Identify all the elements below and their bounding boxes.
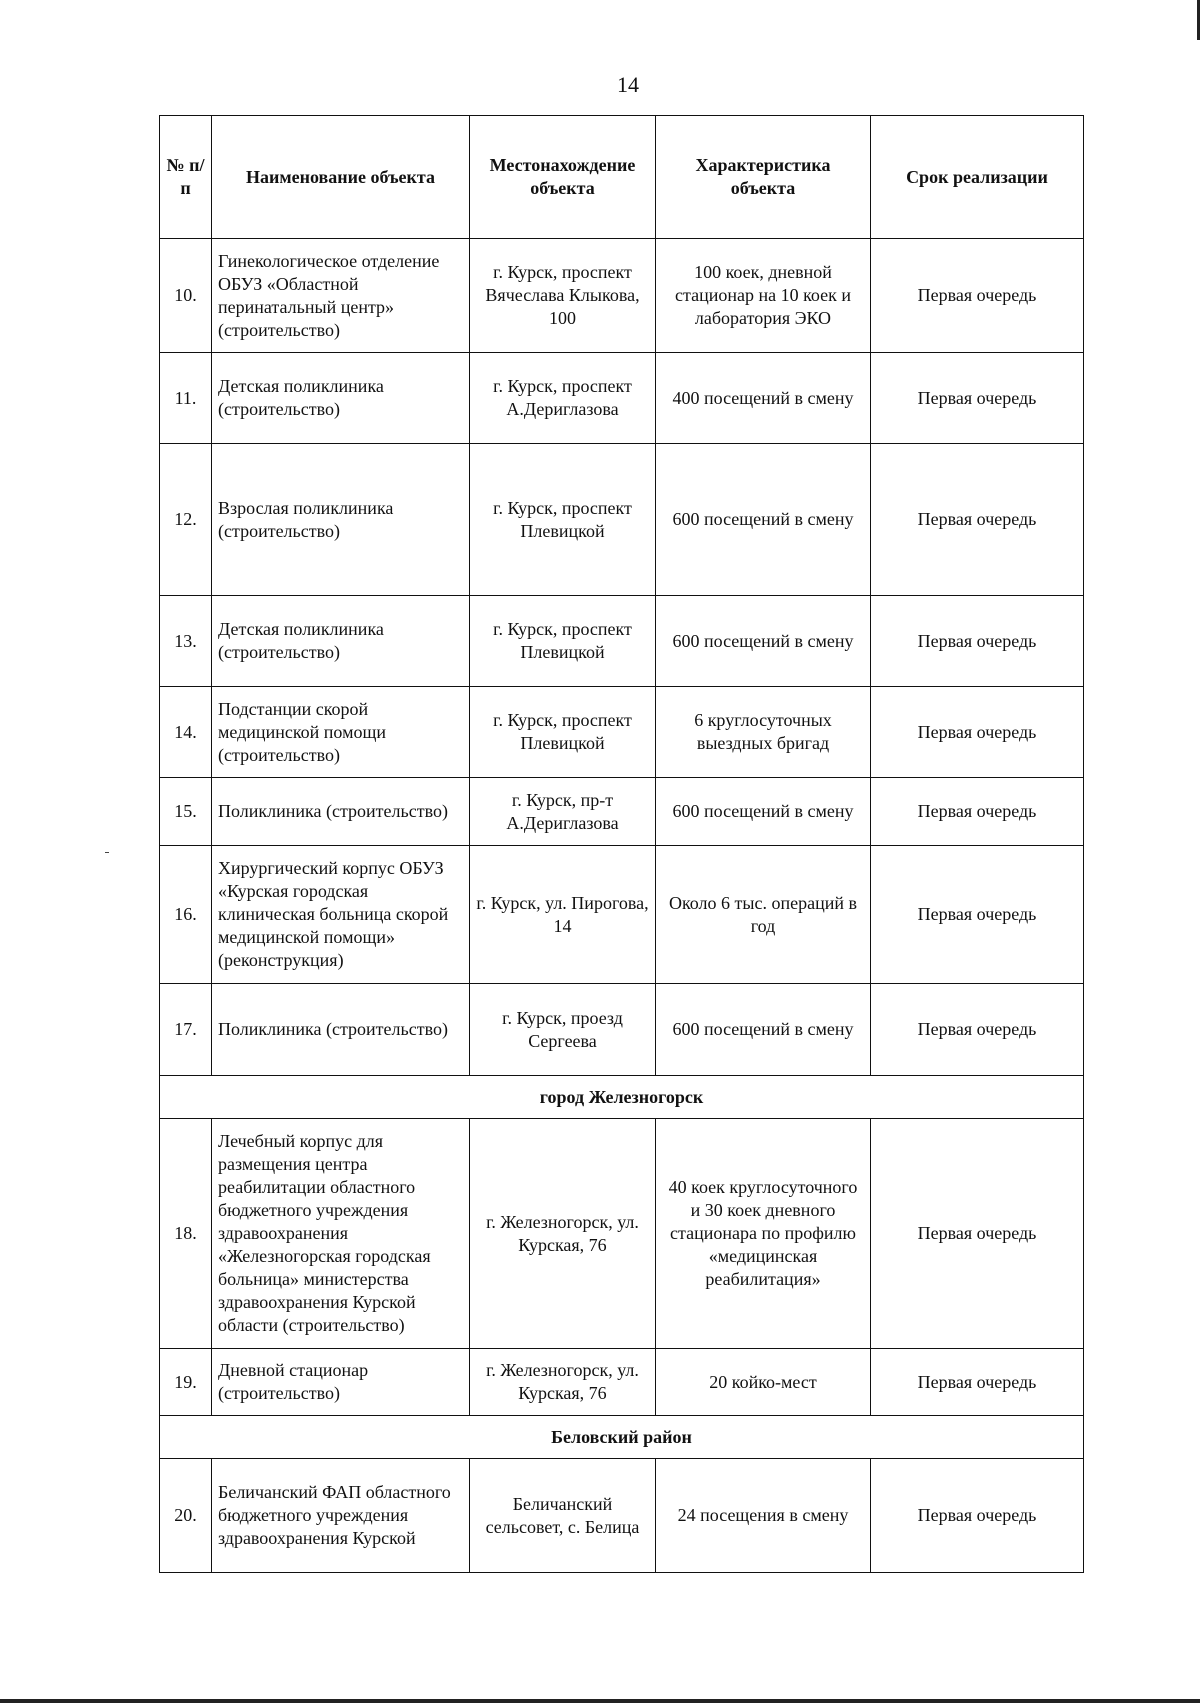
object-location: г. Железногорск, ул. Курская, 76 bbox=[470, 1119, 656, 1349]
row-number: 16. bbox=[160, 846, 212, 984]
object-characteristic: 24 посещения в смену bbox=[656, 1459, 871, 1573]
object-characteristic: 600 посещений в смену bbox=[656, 444, 871, 596]
table-row bbox=[160, 1119, 1084, 1349]
object-characteristic: 100 коек, дневной стационар на 10 коек и лаборатория ЭКО bbox=[656, 239, 871, 353]
row-number: 15. bbox=[160, 778, 212, 846]
object-term: Первая очередь bbox=[871, 239, 1084, 353]
section-row bbox=[160, 1076, 1084, 1119]
section-title: город Железногорск bbox=[160, 1076, 1084, 1119]
section-row bbox=[160, 1416, 1084, 1459]
object-name: Лечебный корпус для размещения центра реабилитации областного бюджетного учреждения здравоохранения «Железногорская городская больница» министерства здравоохранения Курской области (строительство) bbox=[212, 1119, 470, 1349]
object-location: г. Курск, проезд Сергеева bbox=[470, 984, 656, 1076]
row-number: 11. bbox=[160, 353, 212, 444]
object-characteristic: 40 коек круглосуточного и 30 коек дневного стационара по профилю «медицинская реабилитация» bbox=[656, 1119, 871, 1349]
object-name: Беличанский ФАП областного бюджетного учреждения здравоохранения Курской bbox=[212, 1459, 470, 1573]
row-number: 20. bbox=[160, 1459, 212, 1573]
section-title: Беловский район bbox=[160, 1416, 1084, 1459]
objects-table bbox=[159, 115, 1084, 1573]
header-term: Срок реализации bbox=[871, 116, 1084, 239]
row-number: 19. bbox=[160, 1349, 212, 1416]
row-number: 17. bbox=[160, 984, 212, 1076]
row-number: 12. bbox=[160, 444, 212, 596]
object-characteristic: 600 посещений в смену bbox=[656, 596, 871, 687]
object-characteristic: 400 посещений в смену bbox=[656, 353, 871, 444]
object-characteristic: 6 круглосуточных выездных бригад bbox=[656, 687, 871, 778]
table-row bbox=[160, 444, 1084, 596]
scan-dust-mark bbox=[105, 852, 109, 853]
object-name: Взрослая поликлиника (строительство) bbox=[212, 444, 470, 596]
object-location: Беличанский сельсовет, с. Белица bbox=[470, 1459, 656, 1573]
table-row bbox=[160, 596, 1084, 687]
object-location: г. Курск, ул. Пирогова, 14 bbox=[470, 846, 656, 984]
object-name: Дневной стационар (строительство) bbox=[212, 1349, 470, 1416]
table-row bbox=[160, 1459, 1084, 1573]
table-row bbox=[160, 687, 1084, 778]
object-name: Детская поликлиника (строительство) bbox=[212, 353, 470, 444]
table-row bbox=[160, 239, 1084, 353]
object-location: г. Курск, проспект Плевицкой bbox=[470, 596, 656, 687]
object-term: Первая очередь bbox=[871, 778, 1084, 846]
object-location: г. Курск, пр-т А.Дериглазова bbox=[470, 778, 656, 846]
object-name: Подстанции скорой медицинской помощи (строительство) bbox=[212, 687, 470, 778]
row-number: 13. bbox=[160, 596, 212, 687]
object-location: г. Курск, проспект А.Дериглазова bbox=[470, 353, 656, 444]
row-number: 10. bbox=[160, 239, 212, 353]
object-location: г. Курск, проспект Плевицкой bbox=[470, 687, 656, 778]
object-name: Поликлиника (строительство) bbox=[212, 984, 470, 1076]
object-characteristic: 20 койко-мест bbox=[656, 1349, 871, 1416]
object-term: Первая очередь bbox=[871, 984, 1084, 1076]
header-location: Местонахождение объекта bbox=[470, 116, 656, 239]
table-row bbox=[160, 353, 1084, 444]
page-number: 14 bbox=[617, 72, 639, 97]
object-characteristic: 600 посещений в смену bbox=[656, 778, 871, 846]
object-name: Хирургический корпус ОБУЗ «Курская городская клиническая больница скорой медицинской помощи» (реконструкция) bbox=[212, 846, 470, 984]
object-term: Первая очередь bbox=[871, 353, 1084, 444]
table-header-row bbox=[160, 116, 1084, 239]
table-row bbox=[160, 1349, 1084, 1416]
scan-bottom-edge bbox=[0, 1699, 1200, 1703]
header-name: Наименование объекта bbox=[212, 116, 470, 239]
object-name: Гинекологическое отделение ОБУЗ «Областной перинатальный центр» (строительство) bbox=[212, 239, 470, 353]
object-name: Детская поликлиника (строительство) bbox=[212, 596, 470, 687]
object-term: Первая очередь bbox=[871, 1459, 1084, 1573]
object-term: Первая очередь bbox=[871, 596, 1084, 687]
object-term: Первая очередь bbox=[871, 1349, 1084, 1416]
header-characteristic: Характеристика объекта bbox=[656, 116, 871, 239]
object-characteristic: Около 6 тыс. операций в год bbox=[656, 846, 871, 984]
object-characteristic: 600 посещений в смену bbox=[656, 984, 871, 1076]
object-term: Первая очередь bbox=[871, 687, 1084, 778]
row-number: 14. bbox=[160, 687, 212, 778]
row-number: 18. bbox=[160, 1119, 212, 1349]
object-term: Первая очередь bbox=[871, 1119, 1084, 1349]
object-term: Первая очередь bbox=[871, 444, 1084, 596]
object-name: Поликлиника (строительство) bbox=[212, 778, 470, 846]
object-location: г. Железногорск, ул. Курская, 76 bbox=[470, 1349, 656, 1416]
header-number: № п/п bbox=[160, 116, 212, 239]
table-row bbox=[160, 846, 1084, 984]
table-row bbox=[160, 984, 1084, 1076]
object-location: г. Курск, проспект Плевицкой bbox=[470, 444, 656, 596]
object-term: Первая очередь bbox=[871, 846, 1084, 984]
table-row bbox=[160, 778, 1084, 846]
object-location: г. Курск, проспект Вячеслава Клыкова, 100 bbox=[470, 239, 656, 353]
